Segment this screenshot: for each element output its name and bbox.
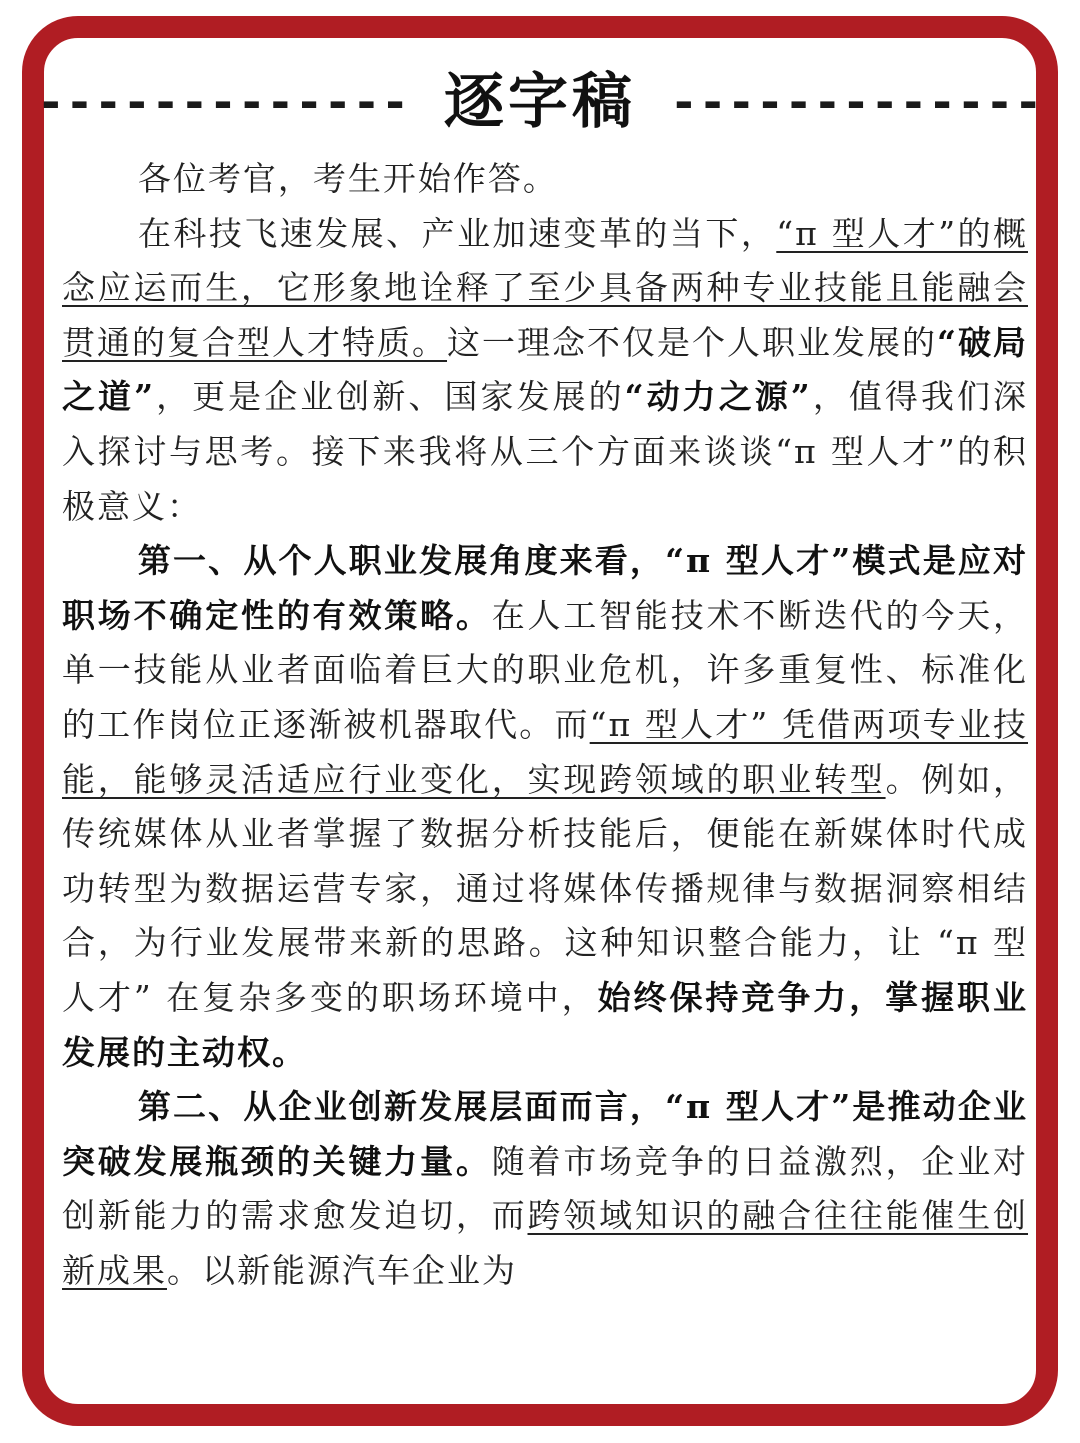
paragraph-opening: 各位考官，考生开始作答。	[137, 159, 558, 198]
point-one-bold-ending: 始终保持竞争力，掌握职业发展的主动权。	[62, 977, 1028, 1072]
intro-text-a: 在科技飞速发展、产业加速变革的当下，	[137, 213, 777, 253]
point-two-underlined: 跨领域知识的融合往往能催生创新成果	[62, 1196, 1029, 1290]
point-one-underlined: “π 型人才” 凭借两项专业技能，能够灵活适应行业变化，实现跨领域的职业转型	[62, 704, 1029, 799]
transcript-body	[62, 152, 1028, 1298]
point-two-text-b: 随着市场竞争的日益激烈，企业对创新能力的需求愈发迫切，而	[62, 1141, 1029, 1236]
paragraph-point-one	[62, 534, 1028, 1080]
title-right-dashes: -------------	[670, 75, 1044, 129]
intro-bold-phrase-2: “动力之源”	[624, 377, 812, 417]
paragraph-intro	[62, 207, 1028, 535]
point-one-text-b: 在人工智能技术不断迭代的今天，单一技能从业者面临着巨大的职业危机，许多重复性、标准化的工作岗位正逐渐被机器取代。而	[62, 595, 1029, 744]
intro-text-g: ，值得我们深入探讨与思考。接下来我将从三个方面来谈谈“π 型人才”的积极意义：	[62, 377, 1029, 526]
page-title: 逐字稿	[444, 67, 636, 137]
intro-text-e: ，更是企业创新、国家发展的	[155, 377, 625, 417]
intro-underlined-definition: “π 型人才”的概念应运而生，它形象地诠释了至少具备两种专业技能且能融会贯通的复合型人才特质。	[62, 213, 1028, 362]
point-one-text-d: 。例如，传统媒体从业者掌握了数据分析技能后，便能在新媒体时代成功转型为数据运营专家，通过将媒体传播规律与数据洞察相结合，为行业发展带来新的思路。这种知识整合能力，让 “π 型人才” 在复杂多变的职场环境中，	[62, 759, 1029, 1017]
title-left-dashes: -------------	[36, 75, 410, 129]
paragraph-point-two	[62, 1080, 1028, 1298]
point-one-heading: 第一、从个人职业发展角度来看，“π 型人才”模式是应对职场不确定性的有效策略。	[62, 541, 1028, 635]
point-two-text-d: 。以新能源汽车企业为	[167, 1250, 517, 1290]
point-two-heading: 第二、从企业创新发展层面而言，“π 型人才”是推动企业突破发展瓶颈的关键力量。	[62, 1087, 1028, 1181]
intro-text-c: 这一理念不仅是个人职业发展的	[447, 322, 938, 362]
intro-bold-phrase-1: “破局之道”	[62, 322, 1029, 417]
title-row	[0, 62, 1080, 142]
